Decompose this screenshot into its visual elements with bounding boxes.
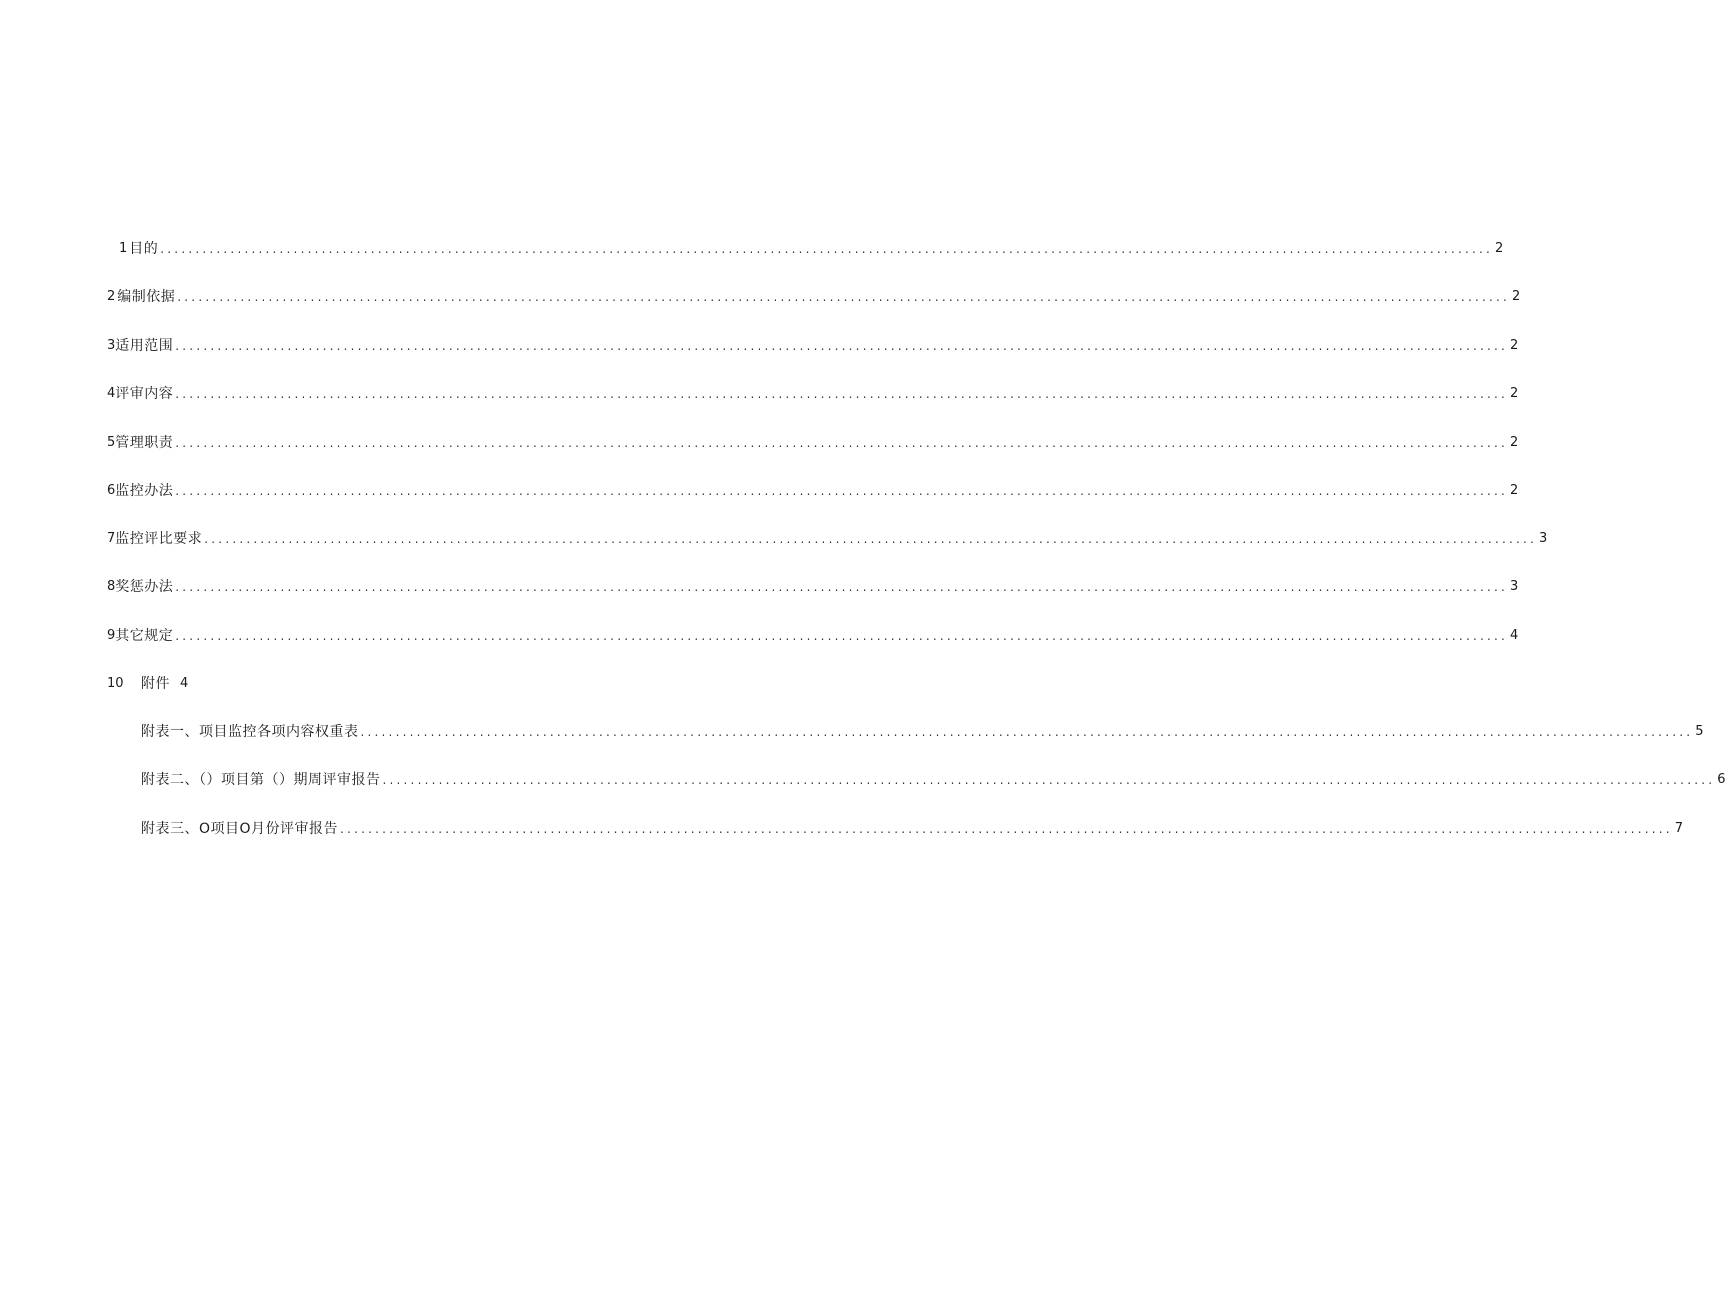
toc-entry-title: 管理职责: [115, 435, 174, 451]
dot-leader: ..............................................................................................................................................................................................: [175, 339, 1509, 353]
toc-entry-page: 4: [1510, 628, 1519, 643]
toc-entry-number: 2: [107, 289, 116, 304]
toc-entry-6[interactable]: [107, 478, 1519, 500]
toc-entry-number: 5: [107, 435, 116, 450]
toc-entry-title: 监控评比要求: [115, 531, 203, 547]
toc-entry-number: 1: [119, 241, 128, 256]
toc-appendix-1[interactable]: [141, 719, 1704, 741]
dot-leader: ..............................................................................................................................................................................................: [175, 387, 1509, 401]
toc-entry-number: 6: [107, 483, 116, 498]
dot-leader: ..............................................................................................................................................................................................: [382, 773, 1716, 787]
toc-entry-number: 3: [107, 338, 116, 353]
toc-entry-3[interactable]: [107, 333, 1519, 355]
toc-entry-page: 4: [180, 676, 189, 691]
dot-leader: ..............................................................................................................................................................................................: [175, 580, 1509, 594]
toc-appendix-2[interactable]: [141, 767, 1726, 789]
toc-entry-10[interactable]: [107, 671, 307, 693]
dot-leader: ..............................................................................................................................................................................................: [175, 629, 1509, 643]
toc-appendix-3[interactable]: [141, 816, 1684, 838]
toc-entry-title: 其它规定: [115, 628, 174, 644]
toc-entry-title: 监控办法: [115, 483, 174, 499]
toc-entry-page: 2: [1510, 483, 1519, 498]
toc-entry-number: 4: [107, 386, 116, 401]
toc-entry-7[interactable]: [107, 526, 1548, 548]
dot-leader: ..............................................................................................................................................................................................: [175, 436, 1509, 450]
toc-appendix-title: 附表一、项目监控各项内容权重表: [141, 724, 359, 740]
toc-appendix-page: 7: [1674, 821, 1684, 836]
toc-entry-title: 奖惩办法: [115, 579, 174, 595]
dot-leader: ..............................................................................................................................................................................................: [204, 532, 1538, 546]
toc-entry-number: 8: [107, 579, 116, 594]
toc-entry-page: 2: [1510, 338, 1519, 353]
toc-entry-number: 9: [107, 628, 116, 643]
toc-entry-2[interactable]: [107, 284, 1521, 306]
toc-entry-page: 2: [1510, 435, 1519, 450]
toc-entry-page: 2: [1512, 289, 1521, 304]
dot-leader: ..............................................................................................................................................................................................: [160, 242, 1494, 256]
toc-entry-8[interactable]: [107, 574, 1519, 596]
toc-appendix-page: 6: [1717, 772, 1726, 787]
toc-entry-title: 编制依据: [117, 289, 176, 305]
toc-entry-9[interactable]: [107, 623, 1519, 645]
toc-entry-5[interactable]: [107, 430, 1519, 452]
toc-entry-page: 2: [1495, 241, 1504, 256]
toc-entry-page: 3: [1510, 579, 1519, 594]
toc-entry-title: 适用范围: [115, 338, 174, 354]
toc-entry-title: 附件: [141, 676, 170, 692]
toc-entry-4[interactable]: [107, 381, 1519, 403]
dot-leader: ..............................................................................................................................................................................................: [360, 725, 1694, 739]
toc-entry-page: 3: [1539, 531, 1548, 546]
toc-entry-number: 7: [107, 531, 116, 546]
dot-leader: ..............................................................................................................................................................................................: [175, 484, 1509, 498]
dot-leader: ..............................................................................................................................................................................................: [340, 822, 1673, 836]
toc-appendix-title: 附表二、（）项目第（）期周评审报告: [141, 772, 381, 788]
toc-entry-1[interactable]: [119, 236, 1504, 258]
dot-leader: ..............................................................................................................................................................................................: [177, 290, 1511, 304]
toc-entry-title: 目的: [129, 241, 159, 257]
toc-appendix-page: 5: [1695, 724, 1704, 739]
toc-entry-page: 2: [1510, 386, 1519, 401]
toc-entry-title: 评审内容: [115, 386, 174, 402]
toc-appendix-title: 附表三、O项目O月份评审报告: [141, 821, 339, 837]
toc-entry-number: 10: [107, 676, 124, 691]
